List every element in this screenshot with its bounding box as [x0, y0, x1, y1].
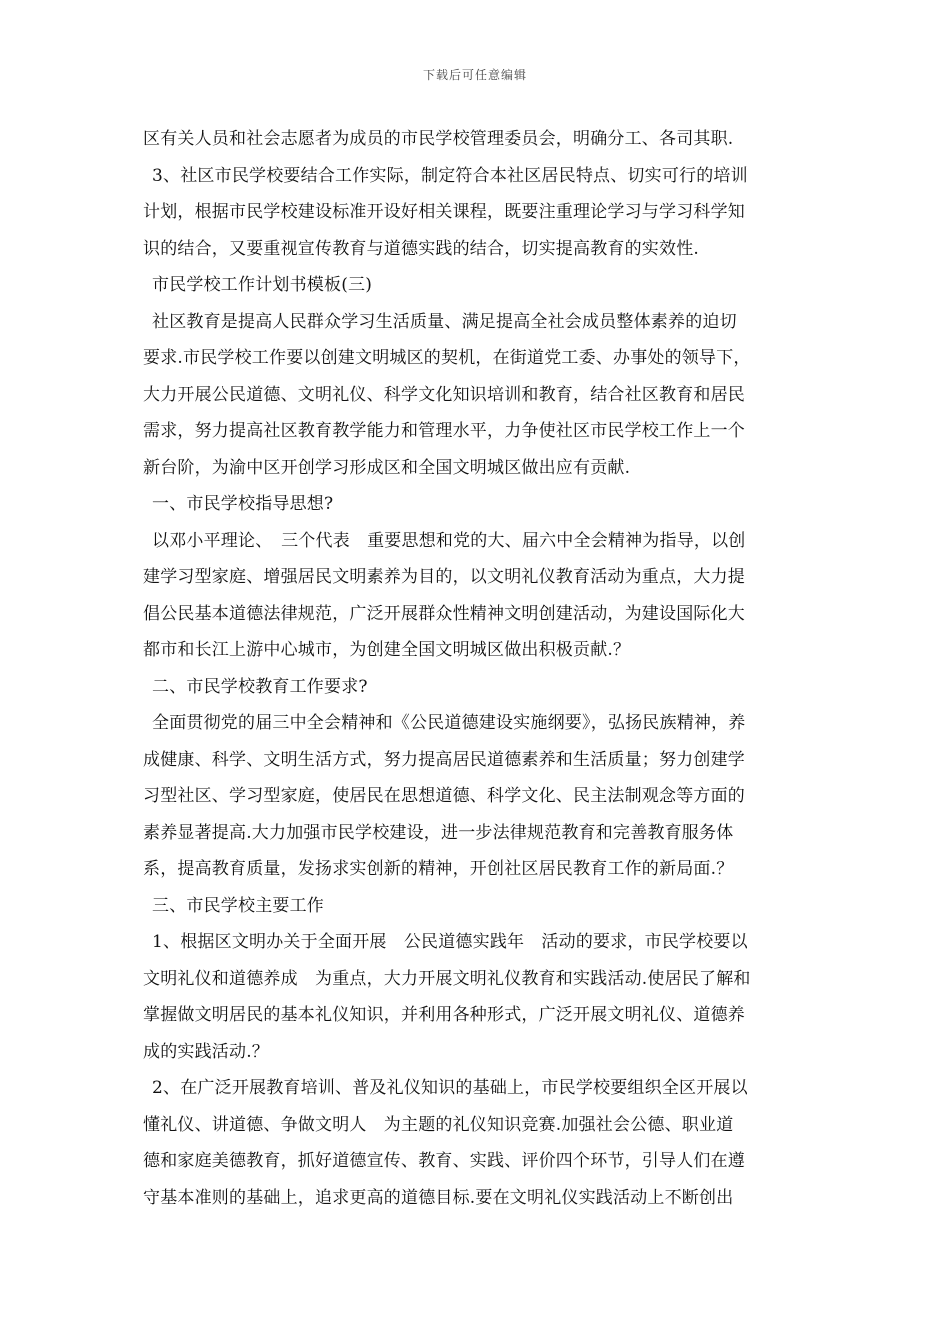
text-line: 成健康、科学、文明生活方式，努力提高居民道德素养和生活质量；努力创建学: [143, 749, 745, 770]
text-line: 要求.市民学校工作要以创建文明城区的契机，在街道党工委、办事处的领导下，: [143, 348, 751, 368]
text-line: 成的实践活动.？: [143, 1041, 270, 1062]
document-body: [143, 121, 808, 1216]
text-line: 守基本准则的基础上，追求更高的道德目标.要在文明礼仪实践活动上不断创出: [143, 1187, 734, 1208]
text-line: 大力开展公民道德、文明礼仪、科学文化知识培训和教育，结合社区教育和居民: [143, 384, 745, 405]
text-line: 系，提高教育质量，发扬求实创新的精神，开创社区居民教育工作的新局面.？: [143, 859, 734, 879]
text-line: 掌握做文明居民的基本礼仪知识，并利用各种形式，广泛开展文明礼仪、道德养: [143, 1005, 745, 1025]
text-line: 二、市民学校教育工作要求?: [152, 676, 368, 697]
text-line: 1、根据区文明办关于全面开展 公民道德实践年 活动的要求，市民学校要以: [152, 932, 748, 952]
text-line: 市民学校工作计划书模板(三): [152, 275, 373, 295]
text-line: 需求，努力提高社区教育教学能力和管理水平，力争使社区市民学校工作上一个: [143, 421, 745, 441]
text-line: 懂礼仪、讲道德、争做文明人 为主题的礼仪知识竞赛.加强社会公德、职业道: [143, 1114, 734, 1135]
text-line: 区有关人员和社会志愿者为成员的市民学校管理委员会，明确分工、各司其职.: [143, 129, 734, 149]
text-line: 一、市民学校指导思想?: [152, 494, 334, 514]
text-line: 社区教育是提高人民群众学习生活质量、满足提高全社会成员整体素养的迫切: [152, 311, 737, 332]
text-line: 建学习型家庭、增强居民文明素养为目的，以文明礼仪教育活动为重点，大力提: [143, 567, 745, 587]
text-line: 新台阶，为渝中区开创学习形成区和全国文明城区做出应有贡献.: [143, 457, 631, 478]
text-line: 2、在广泛开展教育培训、普及礼仪知识的基础上，市民学校要组织全区开展以: [152, 1078, 748, 1098]
text-line: 倡公民基本道德法律规范，广泛开展群众性精神文明创建活动，为建设国际化大: [143, 603, 745, 624]
text-line: 识的结合，又要重视宣传教育与道德实践的结合，切实提高教育的实效性.: [143, 238, 700, 259]
text-line: 3、社区市民学校要结合工作实际，制定符合本社区居民特点、切实可行的培训: [152, 165, 748, 186]
text-line: 计划，根据市民学校建设标准开设好相关课程，既要注重理论学习与学习科学知: [143, 202, 745, 222]
text-line: 德和家庭美德教育，抓好道德宣传、教育、实践、评价四个环节，引导人们在遵: [143, 1151, 745, 1171]
page-header: 下载后可任意编辑: [422, 68, 527, 82]
text-line: 习型社区、学习型家庭，使居民在思想道德、科学文化、民主法制观念等方面的: [143, 786, 745, 806]
text-line: 三、市民学校主要工作: [152, 895, 324, 916]
text-line: 文明礼仪和道德养成 为重点，大力开展文明礼仪教育和实践活动.使居民了解和: [143, 968, 751, 989]
text-line: 都市和长江上游中心城市，为创建全国文明城区做出积极贡献.？: [143, 640, 631, 660]
text-line: 以邓小平理论、 三个代表 重要思想和党的大、届六中全会精神为指导，以创: [152, 530, 746, 551]
text-line: 全面贯彻党的届三中全会精神和《公民道德建设实施纲要》，弘扬民族精神，养: [152, 713, 746, 733]
text-line: 素养显著提高.大力加强市民学校建设，进一步法律规范教育和完善教育服务体: [143, 822, 734, 843]
